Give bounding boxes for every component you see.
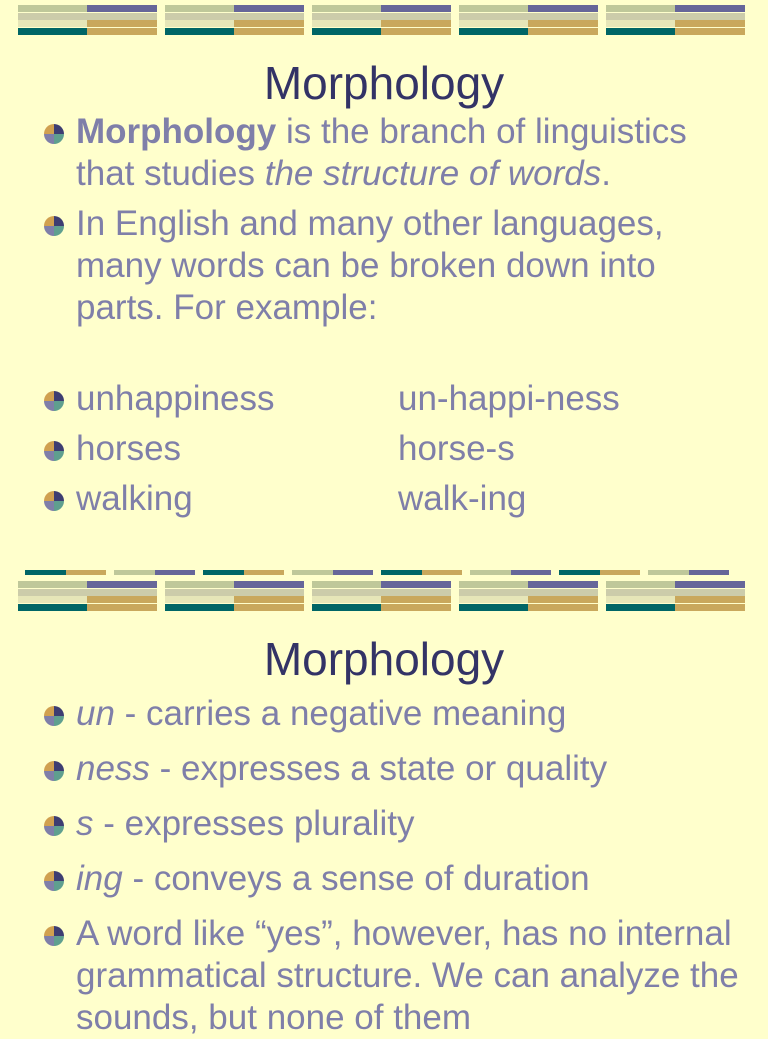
band-stripe [18,28,87,35]
affix-description: - carries a negative meaning [114,694,567,733]
band-stripe [459,581,528,588]
bullet-icon [44,216,64,236]
band-stripe [165,28,234,35]
band-stripe [459,604,528,611]
band-stripe [459,20,528,27]
band-stripe [165,13,234,20]
definition-italic: the structure of words [264,154,602,193]
example-parts: walk-ing [398,479,527,518]
band-stripe [18,20,87,27]
bullet-yes-example [44,913,744,1039]
band-stripe [312,20,381,27]
morpheme-item [44,693,744,748]
morpheme-item [44,748,744,803]
band-stripe [87,589,157,596]
band-tile [606,581,745,611]
example-row [44,378,744,428]
example-parts: un-happi-ness [398,379,620,418]
band-stripe [87,604,157,611]
term-morphology: Morphology [76,112,277,151]
header-band-bottom [18,581,750,611]
band-stripe [459,5,528,12]
band-stripe [675,589,745,596]
band-stripe [87,596,157,603]
band-stripe [312,589,381,596]
band-tile [165,581,304,611]
band-stripe [675,13,745,20]
band-tile [312,5,451,35]
band-stripe [606,589,675,596]
band-stripe [528,13,598,20]
band-stripe [234,589,304,596]
band-stripe [675,20,745,27]
band-stripe [528,589,598,596]
band-stripe [312,28,381,35]
band-stripe [381,13,451,20]
example-word: unhappiness [76,379,275,418]
band-stripe [528,596,598,603]
bullet-icon [44,926,64,946]
bullet-icon [44,761,64,781]
band-tile [459,581,598,611]
band-stripe [234,581,304,588]
band-stripe [528,5,598,12]
band-stripe [381,20,451,27]
band-stripe [165,589,234,596]
band-stripe [528,581,598,588]
band-stripe [381,596,451,603]
band-stripe [675,596,745,603]
divider-segment [203,570,284,575]
band-stripe [165,581,234,588]
bullet-icon [44,441,64,461]
example-word: horses [76,429,182,468]
band-stripe [87,28,157,35]
band-stripe [165,20,234,27]
band-stripe [675,581,745,588]
band-stripe [87,13,157,20]
band-tile [606,5,745,35]
affix-description: - conveys a sense of duration [122,859,590,898]
english-text: In English and many other languages, many words can be broken down into parts. For example: [76,204,664,327]
band-stripe [459,28,528,35]
example-parts: horse-s [398,429,515,468]
band-stripe [606,604,675,611]
divider-segment [381,570,462,575]
band-stripe [165,5,234,12]
band-stripe [381,589,451,596]
band-stripe [675,604,745,611]
morpheme-item [44,858,744,913]
definition-text: is the branch of linguistics that studies [76,112,687,193]
band-stripe [165,596,234,603]
band-stripe [18,13,87,20]
band-stripe [18,596,87,603]
band-tile [312,581,451,611]
band-stripe [381,28,451,35]
band-stripe [381,604,451,611]
divider-segment [470,570,551,575]
band-stripe [87,5,157,12]
example-row [44,428,744,478]
band-stripe [312,5,381,12]
band-stripe [606,20,675,27]
band-stripe [528,604,598,611]
band-stripe [18,581,87,588]
band-stripe [606,28,675,35]
band-stripe [312,604,381,611]
band-stripe [459,13,528,20]
band-stripe [528,28,598,35]
affix-description: - expresses a state or quality [149,749,608,788]
affix-description: - expresses plurality [93,804,415,843]
band-stripe [18,5,87,12]
band-stripe [528,20,598,27]
divider-segment [292,570,373,575]
band-tile [18,581,157,611]
divider-segment [559,570,640,575]
band-stripe [312,596,381,603]
band-stripe [234,604,304,611]
bullet-icon [44,124,64,144]
band-stripe [675,5,745,12]
bullet-icon [44,491,64,511]
band-stripe [234,20,304,27]
band-stripe [234,28,304,35]
band-stripe [234,5,304,12]
band-stripe [234,596,304,603]
example-word: walking [76,479,193,518]
band-tile [165,5,304,35]
band-stripe [234,13,304,20]
example-row [44,478,744,528]
affix: un [76,694,115,733]
band-stripe [312,581,381,588]
yes-text: A word like “yes”, however, has no internal grammatical structure. We can analyze the sounds, but none of them [76,914,739,1037]
divider-segment [114,570,195,575]
band-stripe [18,604,87,611]
band-stripe [312,13,381,20]
bullet-icon [44,816,64,836]
examples-list [44,378,744,528]
bullet-definition [44,111,744,195]
band-stripe [606,13,675,20]
band-stripe [606,5,675,12]
band-stripe [165,604,234,611]
slide-1-bullets [44,111,744,329]
divider-segment [25,570,106,575]
band-tile [459,5,598,35]
bullet-english [44,203,744,329]
band-stripe [381,581,451,588]
band-stripe [606,581,675,588]
affix: ing [76,859,123,898]
divider-segment [648,570,729,575]
band-stripe [459,596,528,603]
band-stripe [87,581,157,588]
bullet-icon [44,706,64,726]
band-tile [18,5,157,35]
band-stripe [381,5,451,12]
affix: ness [76,749,150,788]
band-stripe [459,589,528,596]
definition-period: . [601,154,612,193]
band-stripe [606,596,675,603]
band-stripe [87,20,157,27]
bullet-icon [44,391,64,411]
morpheme-item [44,803,744,858]
slide-2-bullets [44,693,744,1039]
slide-divider [25,570,737,577]
bullet-icon [44,871,64,891]
slide-1-title: Morphology [263,57,505,109]
header-band-top [18,5,750,35]
band-stripe [18,589,87,596]
band-stripe [675,28,745,35]
affix: s [76,804,94,843]
slide-2-title: Morphology [263,633,505,685]
